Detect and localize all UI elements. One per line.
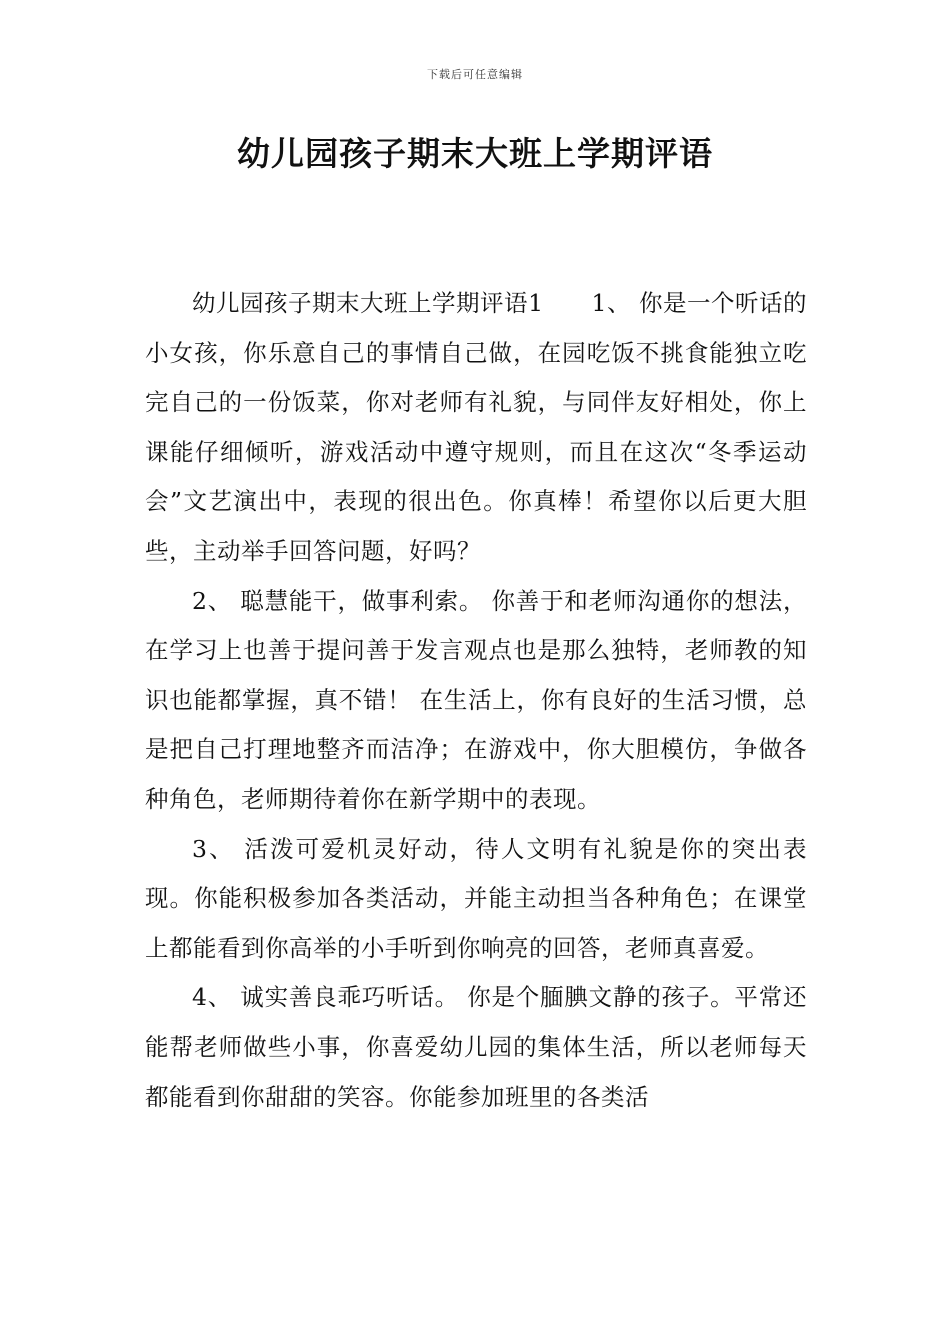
paragraph-1: 幼儿园孩子期末大班上学期评语1 1、 你是一个听话的小女孩，你乐意自己的事情自己做，在园吃饭不挑食能独立吃完自己的一份饭菜，你对老师有礼貌，与同伴友好相处，你上课能仔细倾听，游戏活动中遵守规则，而且在这次“冬季运动会”文艺演出中，表现的很出色。你真棒！希望你以后更大胆些，主动举手回答问题，好吗？ (145, 289, 807, 565)
paragraph-2: 2、 聪慧能干，做事利索。 你善于和老师沟通你的想法，在学习上也善于提问善于发言观点也是那么独特，老师教的知识也能都掌握，真不错！ 在生活上，你有良好的生活习惯，总是把自己打理地整齐而洁净；在游戏中，你大胆模仿，争做各种角色，老师期待着你在新学期中的表现。 (145, 586, 807, 813)
document-title: 幼儿园孩子期末大班上学期评语 (237, 134, 713, 173)
paragraph-4: 4、 诚实善良乖巧听话。 你是个腼腆文静的孩子。平常还能帮老师做些小事，你喜爱幼儿园的集体生活，所以老师每天都能看到你甜甜的笑容。你能参加班里的各类活 (145, 983, 807, 1111)
header-note: 下载后可任意编辑 (427, 68, 523, 81)
document-body (145, 279, 807, 1122)
paragraph-3: 3、 活泼可爱机灵好动，待人文明有礼貌是你的突出表现。你能积极参加各类活动，并能主动担当各种角色；在课堂上都能看到你高举的小手听到你响亮的回答，老师真喜爱。 (145, 834, 807, 962)
